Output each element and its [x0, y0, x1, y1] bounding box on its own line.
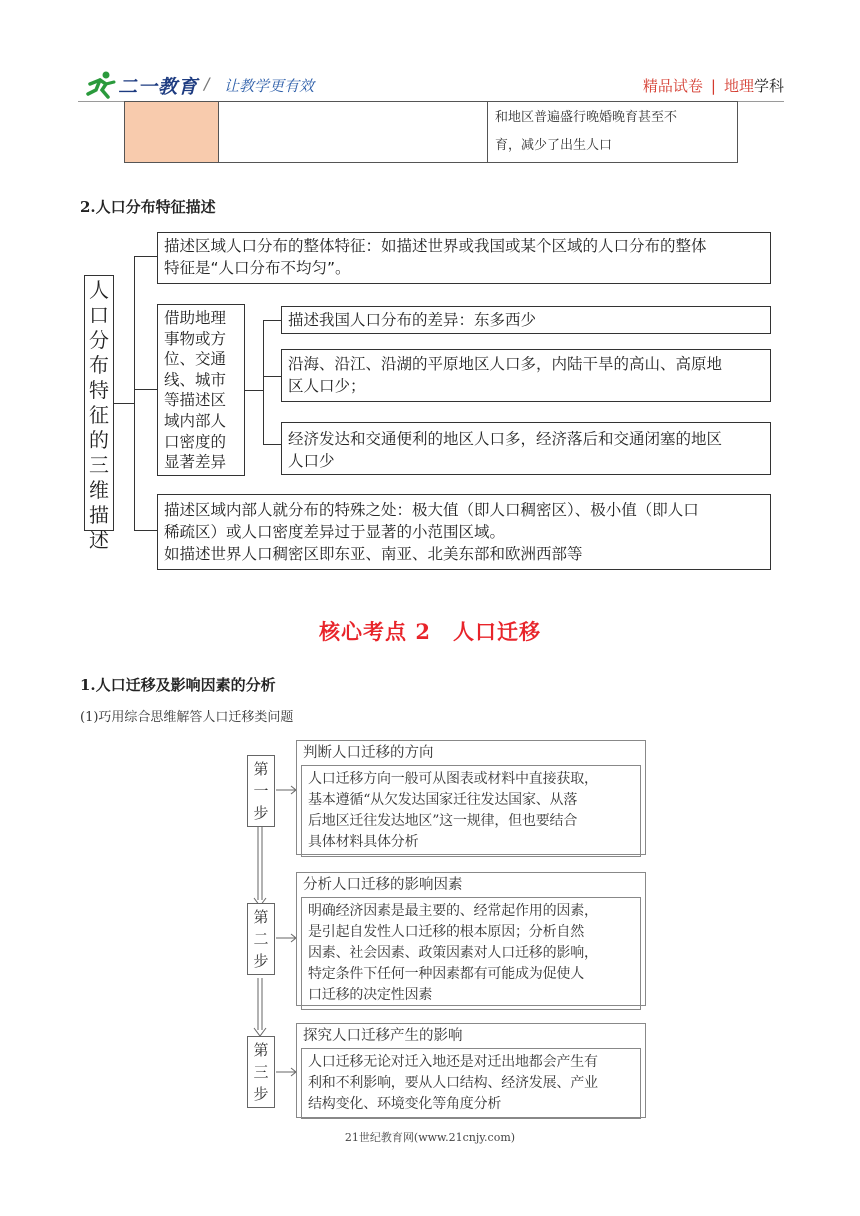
header-slash: / [204, 74, 210, 93]
table-text-line: 和地区普遍盛行晚婚晚育甚至不 [495, 110, 678, 125]
step-label-2 [247, 903, 275, 975]
diagram-box-leaf-2 [281, 349, 771, 402]
box-text-line: 线、城市 [164, 370, 227, 389]
step-body-line: 后地区迁往发达地区”这一规律，但也要结合 [308, 813, 578, 829]
box-text-line: 显著差异 [164, 453, 227, 472]
step-char: 二 [253, 930, 269, 948]
diagram-box-internal [157, 304, 245, 476]
step-title: 判断人口迁移的方向 [303, 745, 434, 761]
step-body-line: 具体材料具体分析 [308, 834, 419, 850]
section-heading: 1.人口迁移及影响因素的分析 [80, 676, 276, 694]
step-body-line: 是引起自发性人口迁移的根本原因；分析自然 [308, 924, 584, 940]
logo-text: 二一教育 [118, 76, 199, 98]
box-text-line: 人口少 [288, 452, 335, 470]
connector [134, 389, 157, 390]
header-separator: | [710, 77, 716, 95]
step-char: 第 [253, 760, 269, 778]
diagram-box-overall [157, 232, 771, 284]
root-char: 分 [89, 328, 109, 352]
step-char: 步 [253, 804, 269, 822]
root-char: 维 [89, 478, 109, 502]
step-body-line: 特定条件下任何一种因素都有可能成为促使人 [308, 966, 584, 982]
connector [263, 320, 264, 444]
step-char: 三 [253, 1063, 269, 1081]
box-text-line: 事物或方 [164, 329, 227, 348]
connector [263, 444, 281, 445]
step-panel-2 [296, 872, 646, 1006]
page-footer: 21世纪教育网(www.21cnjy.com) [344, 1131, 516, 1144]
sub-heading: (1)巧用综合思维解答人口迁移类问题 [80, 710, 294, 725]
box-text-line: 等描述区 [164, 391, 227, 410]
step-body-line: 人口迁移无论对迁入地还是对迁出地都会产生有 [308, 1054, 598, 1070]
header-slogan: 让教学更有效 [224, 77, 315, 95]
connector [263, 320, 281, 321]
root-char: 描 [89, 503, 109, 527]
box-text-line: 特征是“人口分布不均匀”。 [164, 259, 351, 277]
step-body [301, 897, 641, 1010]
step-char: 步 [253, 952, 269, 970]
step-body-line: 利和不利影响，要从人口结构、经济发展、产业 [308, 1075, 598, 1091]
box-text-line: 稀疏区）或人口密度差异过于显著的小范围区域。 [164, 523, 506, 541]
box-text-line: 描述我国人口分布的差异：东多西少 [288, 311, 537, 329]
header-subject-suffix: 学科 [753, 77, 784, 95]
diagram-box-leaf-3 [281, 422, 771, 475]
box-text-line: 描述区域人口分布的整体特征：如描述世界或我国或某个区域的人口分布的整体 [164, 237, 707, 255]
step-label-3 [247, 1036, 275, 1108]
connector [134, 530, 157, 531]
core-title: 核心考点 2 人口迁移 [319, 619, 541, 644]
diagram-box-special [157, 494, 771, 570]
step-char: 一 [253, 782, 269, 800]
box-text-line: 借助地理 [164, 309, 227, 327]
step-title: 分析人口迁移的影响因素 [303, 877, 463, 893]
box-text-line: 区人口少； [288, 377, 366, 395]
step-body-line: 结构变化、环境变化等角度分析 [308, 1096, 502, 1112]
runner-logo-icon [82, 70, 118, 100]
step-char: 第 [253, 1041, 269, 1059]
step-body-line: 口迁移的决定性因素 [308, 987, 433, 1003]
diagram-root-box [84, 275, 114, 552]
step-body-line: 明确经济因素是最主要的、经常起作用的因素， [308, 903, 598, 919]
box-text-line: 描述区域内部人就分布的特殊之处：极大值（即人口稠密区）、极小值（即人口 [164, 501, 699, 519]
root-char: 人 [89, 278, 109, 302]
box-text-line: 沿海、沿江、沿湖的平原地区人口多，内陆干旱的高山、高原地 [288, 355, 723, 373]
root-char: 口 [89, 303, 109, 327]
root-char: 述 [89, 528, 109, 552]
diagram-box-leaf-1 [281, 306, 771, 334]
section-heading: 2.人口分布特征描述 [80, 198, 216, 216]
box-text-line: 域内部人 [164, 411, 227, 430]
step-body-line: 因素、社会因素、政策因素对人口迁移的影响， [308, 945, 598, 961]
table-cell-text [495, 104, 731, 160]
page-header [78, 66, 784, 106]
step-body [301, 765, 641, 857]
step-title: 探究人口迁移产生的影响 [303, 1028, 463, 1044]
step-panel-1 [296, 740, 646, 855]
box-text-line: 经济发达和交通便利的地区人口多，经济落后和交通闭塞的地区 [288, 430, 723, 448]
table-fragment [124, 101, 738, 163]
root-char: 的 [89, 428, 109, 452]
step-char: 步 [253, 1085, 269, 1103]
table-cell-shaded [125, 102, 219, 162]
step-char: 第 [253, 908, 269, 926]
root-char: 布 [89, 353, 109, 377]
table-cell-empty [219, 102, 488, 162]
header-product: 精品试卷 [642, 77, 703, 95]
step-body-line: 基本遵循“从欠发达国家迁往发达国家、从落 [308, 792, 578, 808]
root-char: 三 [89, 453, 109, 477]
box-text-line: 口密度的 [164, 432, 227, 451]
connector [134, 256, 157, 257]
step-body-line: 人口迁移方向一般可从图表或材料中直接获取， [308, 771, 598, 787]
step-body [301, 1048, 641, 1119]
step-label-1 [247, 755, 275, 827]
connector [114, 403, 134, 404]
connector [245, 390, 263, 391]
connector [134, 256, 135, 530]
root-char: 征 [89, 403, 109, 427]
box-text-line: 如描述世界人口稠密区即东亚、南亚、北美东部和欧洲西部等 [164, 545, 583, 563]
connector [263, 376, 281, 377]
box-text-line: 位、交通 [164, 350, 227, 369]
step-panel-3 [296, 1023, 646, 1118]
root-char: 特 [89, 378, 109, 402]
header-subject-name: 地理 [723, 77, 754, 95]
table-text-line: 育，减少了出生人口 [495, 138, 613, 153]
header-subject [643, 75, 784, 96]
